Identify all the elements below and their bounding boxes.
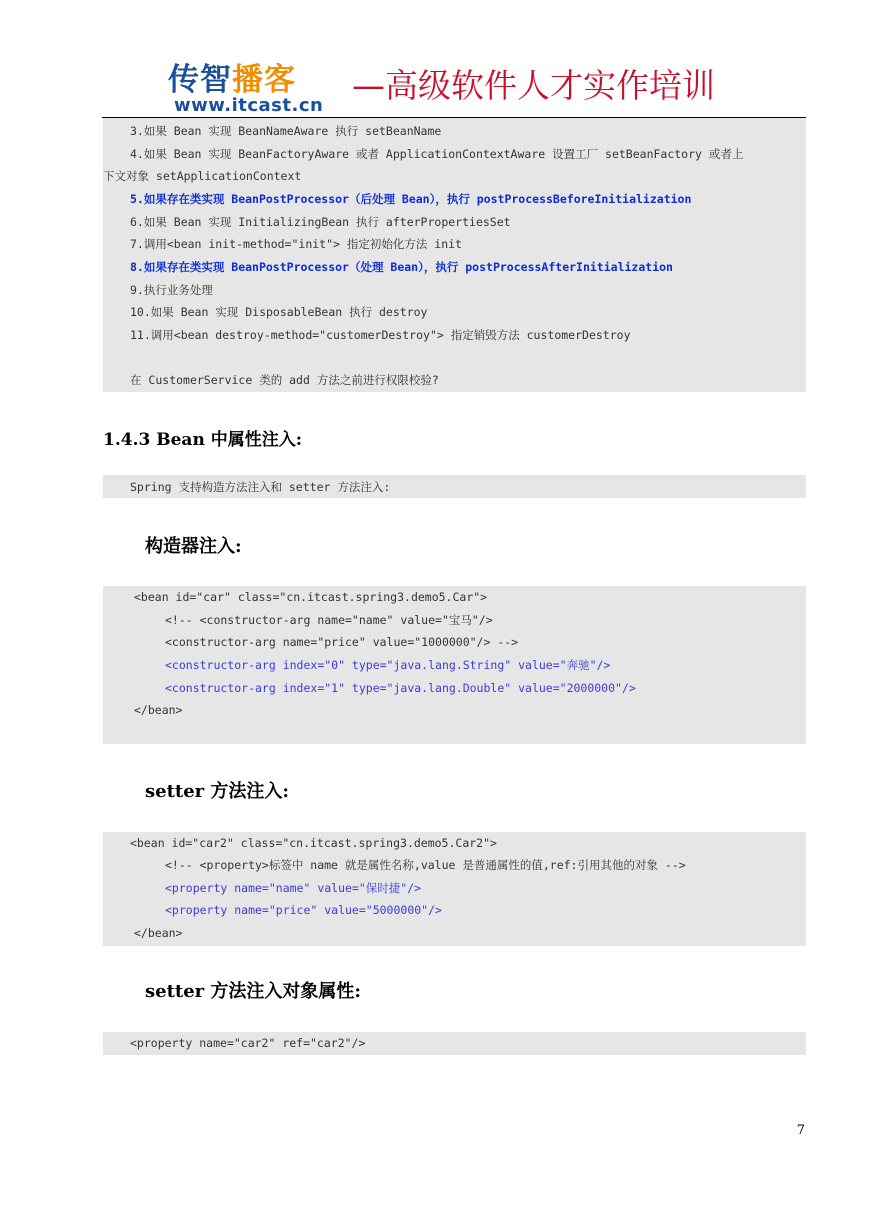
code-line: <constructor-arg index="1" type="java.lang.Double" value="2000000"/>	[165, 681, 636, 695]
lifecycle-code-block	[103, 118, 806, 392]
section-heading: 1.4.3 Bean 中属性注入:	[103, 430, 302, 450]
code-line: 11.调用<bean destroy-method="customerDestroy"> 指定销毁方法 customerDestroy	[130, 328, 631, 342]
code-line: Spring 支持构造方法注入和 setter 方法注入:	[130, 480, 391, 494]
brand-logo	[168, 62, 296, 98]
code-line: 3.如果 Bean 实现 BeanNameAware 执行 setBeanName	[130, 124, 442, 138]
code-line: 7.调用<bean init-method="init"> 指定初始化方法 init	[130, 237, 462, 251]
code-line: </bean>	[134, 703, 183, 717]
constructor-heading: 构造器注入:	[145, 536, 242, 557]
code-line: <constructor-arg index="0" type="java.lang.String" value="奔驰"/>	[165, 658, 611, 672]
code-line: <property name="price" value="5000000"/>	[165, 903, 442, 917]
code-line: 6.如果 Bean 实现 InitializingBean 执行 afterPropertiesSet	[130, 215, 511, 229]
brand-url: www.itcast.cn	[174, 95, 324, 116]
setter-heading: setter 方法注入:	[145, 781, 290, 802]
header-logo	[168, 62, 768, 120]
code-line-highlight: 5.如果存在类实现 BeanPostProcessor（后处理 Bean），执行 postProcessBeforeInitialization	[130, 192, 692, 206]
code-line: <!-- <constructor-arg name="name" value="宝马"/>	[165, 613, 493, 627]
code-line: <constructor-arg name="price" value="1000000"/> -->	[165, 635, 519, 649]
page-number: 7	[796, 1123, 805, 1138]
brand-part1: 传智	[168, 62, 232, 98]
code-line: <!-- <property>标签中 name 就是属性名称,value 是普通属性的值,ref:引用其他的对象 -->	[165, 858, 686, 872]
code-line: 4.如果 Bean 实现 BeanFactoryAware 或者 ApplicationContextAware 设置工厂 setBeanFactory 或者上	[130, 147, 744, 161]
setter-code-block	[103, 832, 806, 946]
code-line: 10.如果 Bean 实现 DisposableBean 执行 destroy	[130, 305, 428, 319]
property-ref-block	[103, 1032, 806, 1055]
header-slogan: —高级软件人才实作培训	[352, 66, 715, 105]
code-line: </bean>	[134, 926, 183, 940]
spring-support-block	[103, 475, 806, 498]
code-line-highlight: 8.如果存在类实现 BeanPostProcessor（处理 Bean），执行 postProcessAfterInitialization	[130, 260, 673, 274]
code-line: <bean id="car2" class="cn.itcast.spring3.demo5.Car2">	[130, 836, 497, 850]
code-line: <property name="name" value="保时捷"/>	[165, 881, 422, 895]
code-line: 在 CustomerService 类的 add 方法之前进行权限校验?	[130, 373, 439, 387]
constructor-code-block	[103, 586, 806, 744]
code-line: <bean id="car" class="cn.itcast.spring3.demo5.Car">	[134, 590, 488, 604]
setter-object-heading: setter 方法注入对象属性:	[145, 981, 362, 1002]
code-line: 9.执行业务处理	[130, 283, 213, 297]
code-line: <property name="car2" ref="car2"/>	[130, 1036, 366, 1050]
code-line: 下文对象 setApplicationContext	[103, 169, 302, 183]
brand-part2: 播客	[232, 62, 296, 98]
